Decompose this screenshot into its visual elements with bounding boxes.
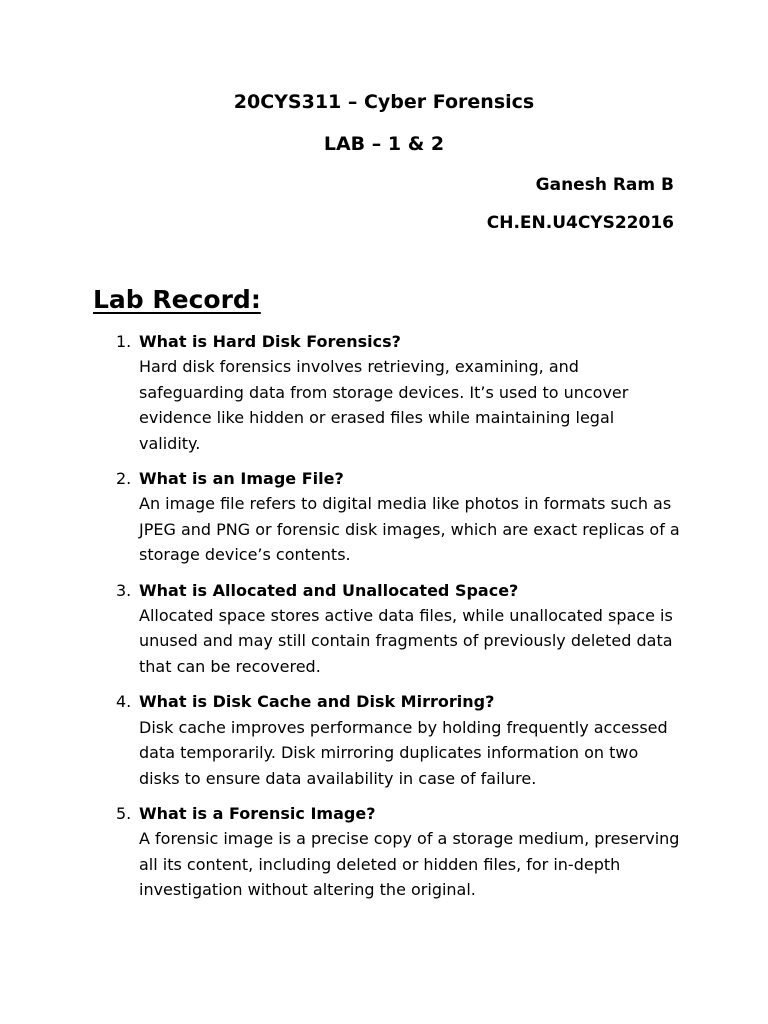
answer-text: Allocated space stores active data files, while unallocated space is unused and may still contain fragments of previously deleted data that can be recovered. [139,606,673,676]
lab-title: LAB – 1 & 2 [323,133,445,155]
author-name: Ganesh Ram B [535,175,674,195]
item-number: 2. [116,469,132,489]
question-list [110,329,680,913]
question-text: What is an Image File? [139,469,344,489]
item-number: 3. [116,580,132,600]
list-item [110,329,680,456]
question-text: What is Allocated and Unallocated Space? [139,580,519,600]
question-text: What is a Forensic Image? [139,803,376,823]
question-text: What is Disk Cache and Disk Mirroring? [139,692,495,712]
list-item [110,689,680,791]
list-item [110,466,680,568]
list-item [110,801,680,903]
question-text: What is Hard Disk Forensics? [139,332,401,351]
course-title: 20CYS311 – Cyber Forensics [233,91,535,113]
item-number: 1. [116,332,132,351]
item-number: 5. [116,803,132,823]
section-heading: Lab Record: [93,285,261,314]
item-number: 4. [116,692,132,712]
author-id: CH.EN.U4CYS22016 [486,213,674,233]
answer-text: A forensic image is a precise copy of a storage medium, preserving all its content, including deleted or hidden files, for in-depth investigation without altering the original. [139,829,680,900]
list-item [110,578,680,680]
answer-text: Hard disk forensics involves retrieving, examining, and safeguarding data from storage devices. It’s used to uncover evidence like hidden or erased files while maintaining legal validity. [139,357,629,453]
answer-text: An image file refers to digital media like photos in formats such as JPEG and PNG or forensic disk images, which are exact replicas of a storage device’s contents. [139,494,680,565]
answer-text: Disk cache improves performance by holding frequently accessed data temporarily. Disk mirroring duplicates information on two disks to ensure data availability in case of failure. [139,717,668,788]
